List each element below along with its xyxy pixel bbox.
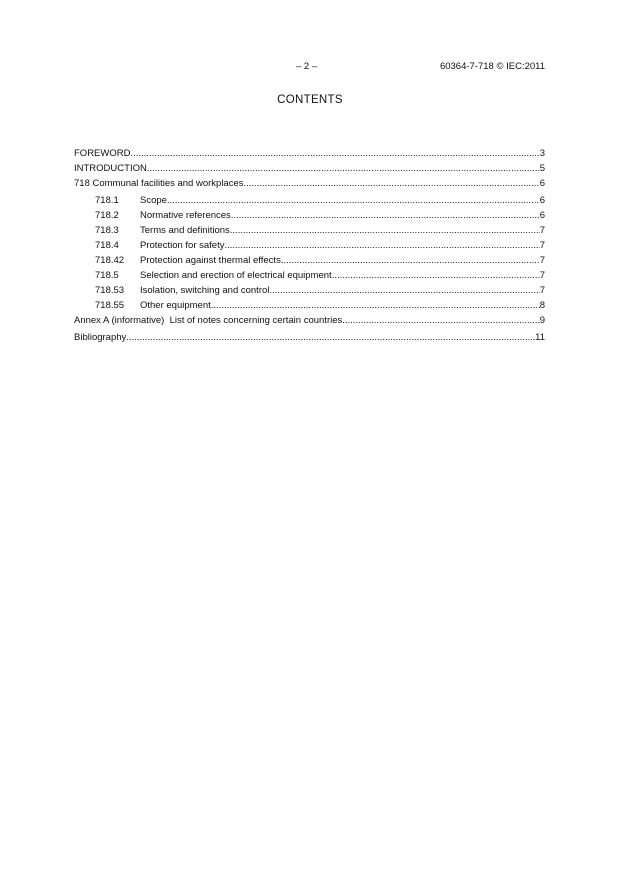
toc-page-number: 6 (539, 195, 545, 206)
toc-entry-text: INTRODUCTION (74, 163, 147, 174)
toc-dot-leader (130, 146, 539, 161)
toc-entry-text: Protection for safety (140, 240, 225, 251)
toc-page-number: 7 (539, 225, 545, 236)
toc-dot-leader (230, 223, 540, 238)
toc-dot-leader (126, 330, 535, 345)
toc-dot-leader (281, 253, 540, 268)
toc-dot-leader (231, 208, 540, 223)
toc-entry-introduction[interactable] (74, 161, 545, 176)
toc-entry-text: FOREWORD (74, 148, 131, 159)
toc-entry-text: Other equipment (140, 300, 211, 311)
toc-entry-annex-a[interactable] (74, 313, 545, 328)
toc-page-number: 7 (539, 285, 545, 296)
toc-entry-718-1[interactable] (74, 193, 545, 208)
toc-dot-leader (332, 268, 540, 283)
toc-section-number: 718.2 (95, 210, 119, 221)
toc-entry-text: Isolation, switching and control (140, 285, 270, 296)
toc-page-number: 3 (539, 148, 545, 159)
toc-entry-bibliography[interactable] (74, 330, 545, 345)
toc-dot-leader (269, 283, 539, 298)
toc-dot-leader (342, 313, 539, 328)
toc-entry-text: Selection and erection of electrical equipment (140, 270, 332, 281)
toc-page-number: 6 (539, 178, 545, 189)
toc-entry-foreword[interactable] (74, 146, 545, 161)
toc-section-number: 718.53 (95, 285, 125, 296)
toc-entry-text: 718 Communal facilities and workplaces (74, 178, 244, 189)
toc-entry-718-2[interactable] (74, 208, 545, 223)
toc-section-number: 718.55 (95, 300, 125, 311)
toc-entry-718-5[interactable] (74, 268, 545, 283)
toc-dot-leader (147, 161, 540, 176)
toc-page-number: 6 (539, 210, 545, 221)
toc-entry-718-42[interactable] (74, 253, 545, 268)
toc-entry-text: Terms and definitions (140, 225, 230, 236)
toc-page-number: 5 (539, 163, 545, 174)
toc-dot-leader (167, 193, 540, 208)
toc-entry-text: Protection against thermal effects (140, 255, 281, 266)
toc-dot-leader (244, 176, 540, 191)
toc-page-number: 7 (539, 240, 545, 251)
toc-entry-718-3[interactable] (74, 223, 545, 238)
toc-page-number: 9 (539, 315, 545, 326)
toc-page-number: 7 (539, 270, 545, 281)
toc-page-number: 8 (539, 300, 545, 311)
page-header (0, 61, 620, 75)
table-of-contents (74, 146, 545, 345)
toc-entry-718-55[interactable] (74, 298, 545, 313)
page-number: – 2 – (296, 61, 318, 72)
document-reference: 60364-7-718 © IEC:2011 (439, 61, 545, 72)
toc-section-number: 718.4 (95, 240, 119, 251)
toc-section-number: 718.1 (95, 195, 119, 206)
toc-section-number: 718.42 (95, 255, 125, 266)
toc-entry-text: Normative references (140, 210, 231, 221)
toc-page-number: 7 (539, 255, 545, 266)
toc-entry-text: Scope (140, 195, 167, 206)
toc-entry-text: Bibliography (74, 332, 127, 343)
toc-entry-718-4[interactable] (74, 238, 545, 253)
toc-entry-718-53[interactable] (74, 283, 545, 298)
toc-dot-leader (211, 298, 540, 313)
toc-entry-718[interactable] (74, 176, 545, 191)
toc-entry-text: Annex A (informative) List of notes concerning certain countries (74, 315, 343, 326)
toc-section-number: 718.5 (95, 270, 119, 281)
toc-section-number: 718.3 (95, 225, 119, 236)
toc-page-number: 11 (535, 332, 545, 343)
toc-dot-leader (224, 238, 539, 253)
page-title: CONTENTS (277, 94, 343, 106)
